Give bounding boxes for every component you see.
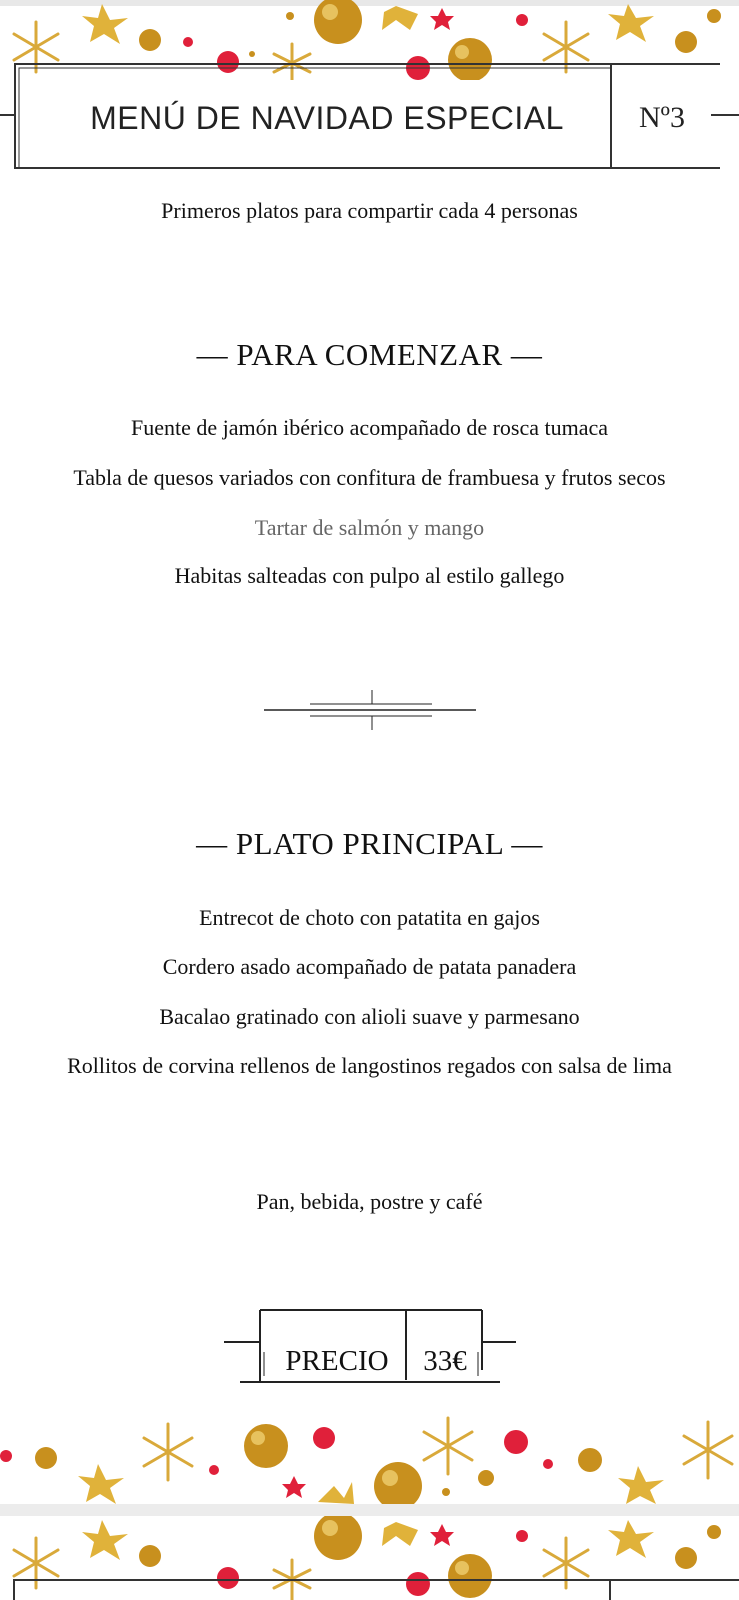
gold-bauble-icon	[478, 1470, 494, 1486]
red-bauble-icon	[209, 1465, 219, 1475]
gold-bauble-icon	[314, 1516, 362, 1560]
mains-heading: — PLATO PRINCIPAL —	[196, 826, 543, 861]
red-star-icon	[282, 1476, 306, 1498]
main-item: Bacalao gratinado con alioli suave y parmesano	[159, 1004, 580, 1029]
snowflake-icon	[144, 1424, 192, 1480]
starter-item: Habitas salteadas con pulpo al estilo gallego	[174, 563, 565, 588]
gold-bauble-icon	[139, 1545, 161, 1567]
red-star-icon	[430, 8, 454, 30]
frame-right-tick	[711, 114, 739, 116]
gold-star-icon	[382, 6, 418, 30]
snowflake-icon	[684, 1422, 732, 1478]
price-label: PRECIO	[285, 1345, 389, 1377]
page-separator	[0, 1504, 739, 1516]
gold-bauble-icon	[244, 1424, 288, 1468]
gold-bauble-icon	[139, 29, 161, 51]
starter-item: Tabla de quesos variados con confitura de frambuesa y frutos secos	[73, 465, 666, 490]
red-bauble-icon	[504, 1430, 528, 1454]
menu-title: MENÚ DE NAVIDAD ESPECIAL	[90, 100, 564, 136]
gold-bauble-icon	[314, 0, 362, 44]
includes-text: Pan, bebida, postre y café	[256, 1189, 483, 1214]
gold-star-icon	[82, 1520, 128, 1560]
red-bauble-icon	[0, 1450, 12, 1462]
gold-star-icon	[608, 1520, 654, 1558]
gold-bauble-icon	[578, 1448, 602, 1472]
red-bauble-icon	[313, 1427, 335, 1449]
starters-heading: — PARA COMENZAR —	[196, 337, 543, 372]
bottom-christmas-garland	[0, 1412, 739, 1504]
red-star-icon	[430, 1524, 454, 1546]
red-bauble-icon	[406, 1572, 430, 1596]
red-bauble-icon	[183, 37, 193, 47]
ornament-divider	[264, 684, 476, 732]
main-item: Rollitos de corvina rellenos de langostinos regados con salsa de lima	[67, 1053, 672, 1078]
menu-number: Nº3	[639, 101, 685, 134]
snowflake-icon	[424, 1418, 472, 1474]
price-value: 33€	[423, 1345, 467, 1377]
starter-item: Tartar de salmón y mango	[254, 515, 485, 540]
next-page-garland	[0, 1516, 739, 1600]
gold-star-icon	[608, 4, 654, 42]
gold-star-icon	[78, 1464, 124, 1504]
gold-bauble-icon	[675, 1547, 697, 1569]
gold-star-icon	[382, 1522, 418, 1546]
red-bauble-icon	[516, 14, 528, 26]
main-item: Entrecot de choto con patatita en gajos	[199, 905, 540, 930]
gold-bauble-icon	[374, 1462, 422, 1504]
gold-bauble-icon	[448, 1554, 492, 1598]
starter-item: Fuente de jamón ibérico acompañado de rosca tumaca	[130, 415, 609, 440]
gold-star-icon	[618, 1466, 664, 1504]
red-bauble-icon	[217, 1567, 239, 1589]
red-bauble-icon	[543, 1459, 553, 1469]
main-item: Cordero asado acompañado de patata panadera	[162, 954, 577, 979]
gold-star-icon	[82, 4, 128, 44]
gold-bauble-icon	[675, 31, 697, 53]
gold-star-icon	[318, 1482, 354, 1504]
gold-bauble-icon	[35, 1447, 57, 1469]
frame-left-tick	[0, 114, 16, 116]
intro-text: Primeros platos para compartir cada 4 personas	[161, 198, 578, 223]
red-bauble-icon	[516, 1530, 528, 1542]
